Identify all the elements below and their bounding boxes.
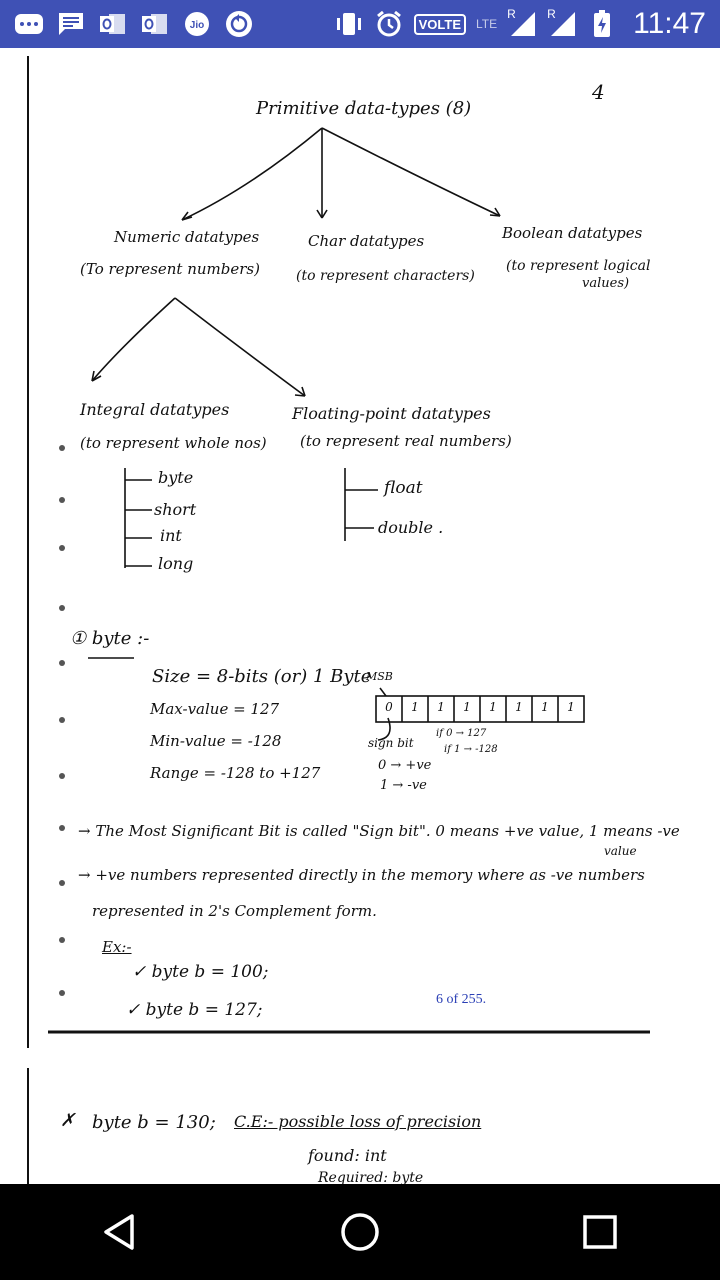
type-float: float	[384, 478, 423, 498]
byte-min: Min-value = -128	[150, 732, 282, 750]
char-node: Char datatypes	[308, 232, 425, 250]
next-line-1: byte b = 130;	[92, 1112, 216, 1133]
type-long: long	[158, 554, 194, 573]
boolean-desc: (to represent logical	[506, 258, 651, 274]
tree-arrows	[28, 128, 650, 1184]
vibrate-icon	[334, 9, 364, 39]
back-icon	[100, 1212, 140, 1252]
next-found: found: int	[308, 1146, 387, 1165]
more-icon	[14, 9, 44, 39]
bit-cell: 1	[541, 700, 549, 714]
document-viewer[interactable]	[0, 48, 720, 1184]
byte-range: Range = -128 to +127	[150, 764, 321, 782]
type-short: short	[154, 500, 197, 519]
boolean-node: Boolean datatypes	[502, 224, 643, 242]
sync-icon	[224, 9, 254, 39]
example-2: ✓ byte b = 127;	[126, 1000, 263, 1020]
bit-cell: 1	[437, 700, 445, 714]
roaming-label: R	[507, 7, 516, 21]
integral-node: Integral datatypes	[80, 400, 230, 419]
error-mark: ✗	[60, 1110, 76, 1131]
sign-map-neg: if 1 → -128	[444, 744, 498, 755]
msb-label: MSB	[366, 670, 393, 683]
home-icon	[338, 1210, 382, 1254]
bit-cell: 1	[567, 700, 575, 714]
notes-drawing	[0, 48, 720, 1184]
integral-desc: (to represent whole nos)	[80, 434, 267, 452]
volte-badge: VOLTE	[414, 14, 466, 35]
example-label: Ex:-	[102, 938, 132, 956]
outlook-icon	[140, 9, 170, 39]
home-button[interactable]	[320, 1192, 400, 1272]
numeric-node: Numeric datatypes	[114, 228, 260, 246]
bit-cell: 0	[385, 700, 393, 714]
jio-label: Jio	[189, 20, 205, 31]
sign-neg: 1 → -ve	[380, 778, 427, 793]
sign-map-pos: if 0 → 127	[436, 728, 487, 739]
status-bar	[0, 0, 720, 48]
note-line-2: → +ve numbers represented directly in the memory where as -ve numbers	[78, 866, 645, 884]
roaming-label: R	[547, 7, 556, 21]
type-int: int	[160, 526, 182, 545]
char-desc: (to represent characters)	[296, 268, 475, 284]
next-required: Required: byte	[318, 1170, 424, 1184]
page-indicator: 6 of 255.	[436, 992, 487, 1007]
back-button[interactable]	[80, 1192, 160, 1272]
type-double: double .	[378, 518, 444, 537]
type-byte: byte	[158, 468, 194, 487]
numeric-desc: (To represent numbers)	[80, 260, 260, 278]
sign-pos: 0 → +ve	[378, 758, 432, 773]
bit-cell: 1	[463, 700, 471, 714]
bit-cell: 1	[515, 700, 523, 714]
clock: 11:47	[633, 7, 706, 40]
note-line-1: → The Most Significant Bit is called "Sign bit". 0 means +ve value, 1 means -ve	[78, 822, 680, 840]
note-line-3: represented in 2's Complement form.	[92, 902, 377, 920]
jio-icon	[182, 9, 212, 39]
recents-icon	[580, 1212, 620, 1252]
outlook-icon	[98, 9, 128, 39]
example-1: ✓ byte b = 100;	[132, 962, 269, 982]
page-number: 4	[592, 80, 605, 104]
byte-size: Size = 8-bits (or) 1 Byte	[152, 666, 372, 687]
recents-button[interactable]	[560, 1192, 640, 1272]
bit-cell: 1	[411, 700, 419, 714]
byte-heading: ① byte :-	[70, 628, 150, 649]
floating-desc: (to represent real numbers)	[300, 432, 512, 450]
next-ce: C.E:- possible loss of precision	[234, 1112, 482, 1131]
note-line-1b: value	[604, 844, 637, 858]
signal-icon	[507, 9, 537, 39]
tree-root: Primitive data-types (8)	[256, 98, 472, 119]
binding-marks	[59, 445, 65, 996]
lte-label: LTE	[476, 17, 498, 31]
signal-icon	[547, 9, 577, 39]
bit-cell: 1	[489, 700, 497, 714]
floating-node: Floating-point datatypes	[292, 404, 491, 423]
battery-icon	[587, 9, 617, 39]
bit-cells	[376, 700, 584, 714]
boolean-desc-2: values)	[582, 276, 630, 291]
message-icon	[56, 9, 86, 39]
byte-max: Max-value = 127	[150, 700, 280, 718]
navigation-bar	[0, 1184, 720, 1280]
sign-bit-label: sign bit	[368, 736, 414, 750]
alarm-icon	[374, 9, 404, 39]
